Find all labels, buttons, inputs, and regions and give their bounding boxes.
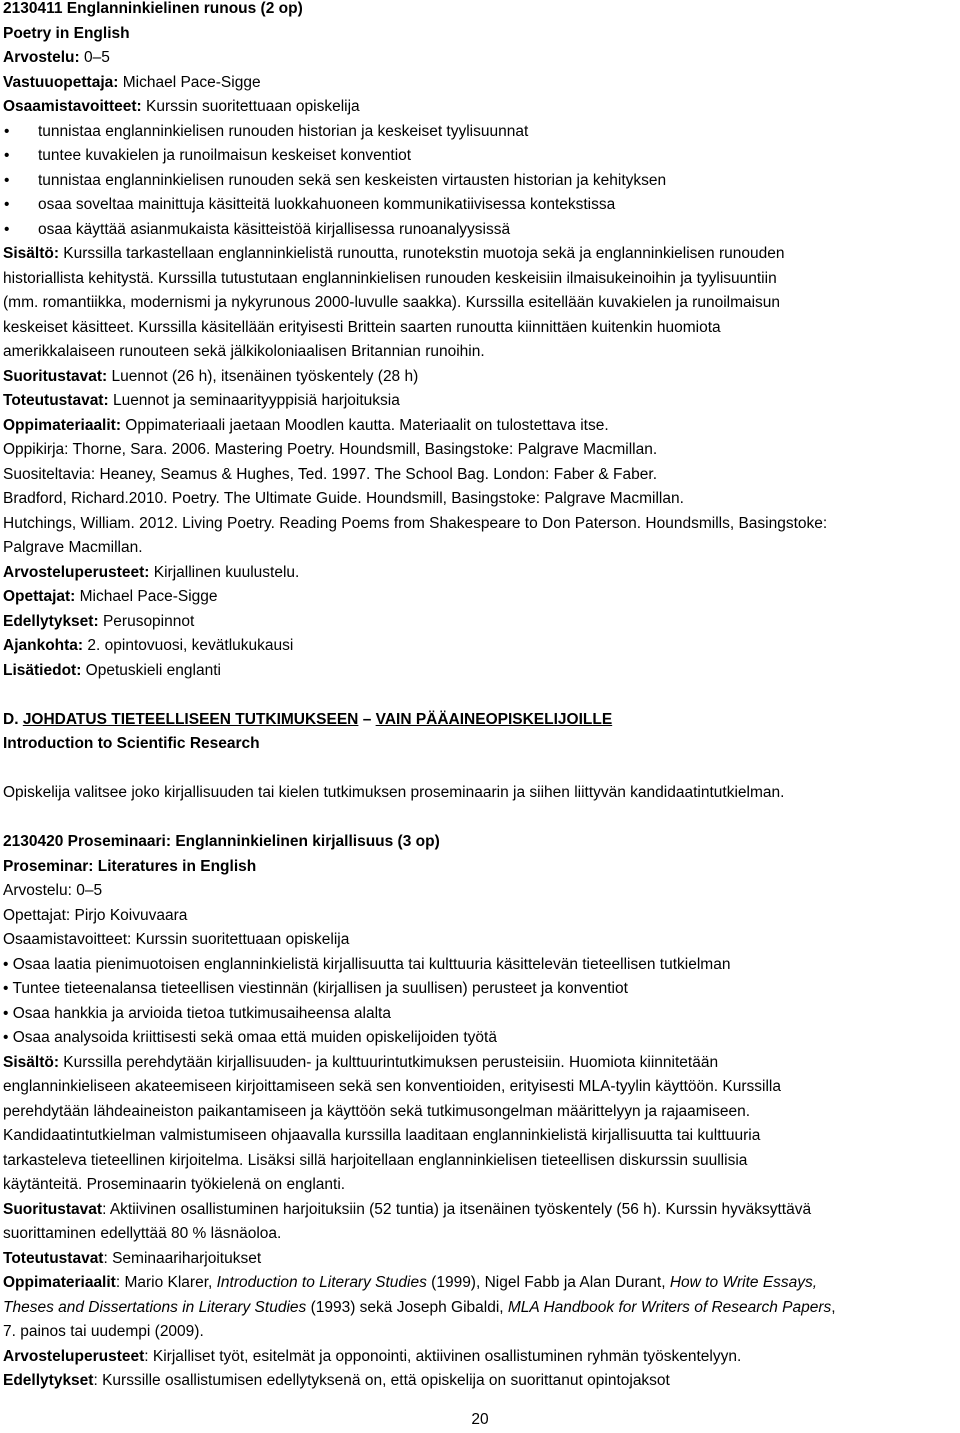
course2-goals-list — [3, 953, 957, 1051]
course1-prerequisites: Edellytykset: Perusopinnot — [3, 612, 195, 630]
bullet-icon: • — [4, 122, 10, 140]
list-item: • tunnistaa englanninkielisen runouden sekä sen keskeisten virtausten historian ja kehityksen — [3, 169, 957, 194]
course1-materials: Oppimateriaalit: Oppimateriaali jaetaan Moodlen kautta. Materiaalit on tulostettava itse. — [3, 416, 609, 434]
page-number: 20 — [471, 1411, 489, 1428]
list-item: • tuntee kuvakielen ja runoilmaisun keskeiset konventiot — [3, 144, 957, 169]
course2-english-title: Proseminar: Literatures in English — [3, 857, 257, 875]
course1-delivery: Toteutustavat: Luennot ja seminaarityyppisiä harjoituksia — [3, 392, 400, 409]
list-item: • Osaa laatia pienimuotoisen englanninkielistä kirjallisuutta tai kulttuuria käsittelevän tieteellisen tutkielman — [3, 955, 731, 973]
bullet-icon: • — [4, 147, 10, 164]
course2-content: Sisältö: Kurssilla perehdytään kirjallisuuden- ja kulttuurintutkimuksen perusteisiin. Huomiota kiinnitetään englanninkieliseen akateemiseen kirjoittamiseen sekä sen konventioiden, erityisesti MLA-tyylin käyttöön. Kurssilla perehdytään lähdeaineiston paikantamiseen ja käyttöön sekä tutkimusongelman määrittelyyn ja rajaamiseen. Kandidaatintutkielman valmistumiseen ohjaavalla kurssilla laaditaan englanninkielistä kirjallisuutta tai kulttuuria tarkasteleva tieteellinen kirjoitelma. Lisäksi sillä harjoitellaan englanninkielisen tieteellisen diskurssin suullisia käytänteitä. Proseminaarin työkielenä on englanti. — [3, 1053, 781, 1193]
course1-grading: Arvostelu: 0–5 — [3, 49, 110, 66]
course1-methods: Suoritustavat: Luennot (26 h), itsenäinen työskentely (28 h) — [3, 367, 419, 385]
course2-materials: Oppimateriaalit: Mario Klarer, Introduction to Literary Studies (1999), Nigel Fabb ja Alan Durant, How to Write Essays, Theses and Dissertations in Literary Studies (1993) sekä Joseph Gibaldi, MLA Handbook for Writers of Research Papers, 7. painos tai uudempi (2009). — [3, 1274, 836, 1340]
list-item: • Osaa hankkia ja arvioida tietoa tutkimusaiheensa alalta — [3, 1004, 391, 1022]
course1-goals-list — [3, 120, 957, 243]
list-item: • osaa käyttää asianmukaista käsitteistöä kirjallisessa runoanalyysissä — [3, 218, 957, 243]
course2-prerequisites: Edellytykset: Kurssille osallistumisen edellytyksenä on, että opiskelija on suorittanut opintojaksot — [3, 1372, 670, 1389]
list-item: • Tuntee tieteenalansa tieteellisen viestinnän (kirjallisen ja suullisen) perusteet ja konventiot — [3, 980, 628, 997]
course1-info: Lisätiedot: Opetuskieli englanti — [3, 661, 221, 679]
course1-title: 2130411 Englanninkielinen runous (2 op) — [3, 0, 303, 17]
document-page — [3, 0, 957, 1394]
section-d-title: D. JOHDATUS TIETEELLISEEN TUTKIMUKSEEN – VAIN PÄÄAINEOPISKELIJOILLE — [3, 710, 613, 728]
course2-methods: Suoritustavat: Aktiivinen osallistuminen harjoituksiin (52 tuntia) ja itsenäinen työskentely (56 h). Kurssin hyväksyttävä suorittaminen edellyttää 80 % läsnäoloa. — [3, 1200, 812, 1242]
list-item: • tunnistaa englanninkielisen runouden historian ja keskeiset tyylisuunnat — [3, 120, 957, 145]
section-d-intro: Opiskelija valitsee joko kirjallisuuden tai kielen tutkimuksen proseminaarin ja siihen liittyvän kandidaatintutkielman. — [3, 784, 785, 801]
list-item: • osaa soveltaa mainittuja käsitteitä luokkahuoneen kommunikatiivisessa kontekstissa — [3, 193, 957, 218]
course1-assessment: Arvosteluperusteet: Kirjallinen kuulustelu. — [3, 563, 300, 581]
course1-english-title: Poetry in English — [3, 24, 130, 42]
course2-teachers: Opettajat: Pirjo Koivuvaara — [3, 906, 188, 924]
bullet-icon: • — [4, 171, 10, 189]
bullet-icon: • — [4, 220, 10, 238]
course2-assessment: Arvosteluperusteet: Kirjalliset työt, esitelmät ja opponointi, aktiivinen osallistuminen ryhmän työskentelyyn. — [3, 1347, 742, 1365]
course1-references: Oppikirja: Thorne, Sara. 2006. Mastering Poetry. Houndsmill, Basingstoke: Palgrave Macmillan. Suositeltavia: Heaney, Seamus & Hughes, Ted. 1997. The School Bag. London: Faber & Faber. Bradford, Richard.2010. Poetry. The Ultimate Guide. Houndsmill, Basingstoke: Palgrave Macmillan. Hutchings, William. 2012. Living Poetry. Reading Poems from Shakespeare to Don Paterson. Houndsmills, Basingstoke: Palgrave Macmillan. — [3, 441, 828, 556]
course2-title: 2130420 Proseminaari: Englanninkielinen kirjallisuus (3 op) — [3, 833, 440, 850]
course1-teachers: Opettajat: Michael Pace-Sigge — [3, 588, 218, 605]
section-d-english-title: Introduction to Scientific Research — [3, 735, 260, 752]
course2-grading: Arvostelu: 0–5 — [3, 882, 103, 899]
course1-goals-heading: Osaamistavoitteet: Kurssin suoritettuaan opiskelija — [3, 98, 360, 115]
course1-teacher: Vastuuopettaja: Michael Pace-Sigge — [3, 73, 261, 91]
course2-goals-heading: Osaamistavoitteet: Kurssin suoritettuaan opiskelija — [3, 931, 350, 948]
list-item: • Osaa analysoida kriittisesti sekä omaa että muiden opiskelijoiden työtä — [3, 1029, 497, 1046]
course1-content: Sisältö: Kurssilla tarkastellaan englanninkielistä runoutta, runotekstin muotoja sekä ja englanninkielisen runouden historiallista kehitystä. Kurssilla tutustutaan englanninkielisen runouden keskeisiin ilmaisukeinoihin ja tyylisuuntiin (mm. romantiikka, modernismi ja nykyrunous 2000-luvulle saakka). Kurssilla esitellään kuvakielen ja runoilmaisun keskeiset käsitteet. Kurssilla käsitellään erityisesti Brittein saarten runoutta kiinnittäen kuitenkin huomiota amerikkalaiseen runouteen sekä jälkikoloniaalisen Britannian runoihin. — [3, 245, 785, 360]
course1-timing: Ajankohta: 2. opintovuosi, kevätlukukausi — [3, 637, 294, 654]
bullet-icon: • — [4, 196, 10, 213]
course2-delivery: Toteutustavat: Seminaariharjoitukset — [3, 1249, 262, 1267]
